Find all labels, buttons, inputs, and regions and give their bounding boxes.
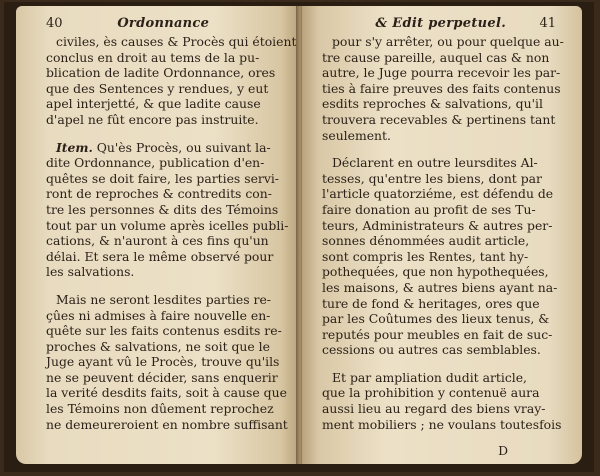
right-text-line: faire donation au profit de ses Tu-: [322, 201, 536, 217]
left-text-line: tout par un volume après icelles publi-: [46, 217, 289, 233]
left-text-line: civiles, ès causes & Procès qui étoient: [56, 34, 297, 49]
left-paragraph: [46, 139, 289, 280]
signature-mark: D: [498, 443, 508, 459]
right-text-line: seulement.: [322, 127, 391, 143]
right-page: [302, 6, 582, 464]
right-running-title: & Edit perpetuel.: [375, 16, 507, 31]
left-paragraph: [46, 34, 297, 128]
right-paragraph: [322, 34, 564, 143]
right-text-line: l'article quatorziéme, est défendu de: [322, 186, 554, 202]
right-text-line: les maisons, & autres biens ayant na-: [322, 279, 558, 295]
left-page: [16, 6, 298, 464]
right-text-line: ture de fond & heritages, ores que: [322, 295, 540, 311]
left-page-number: 40: [46, 16, 63, 31]
left-text-line: tre les personnes & dits des Témoins: [46, 201, 279, 217]
right-text-line: pothequées, que non hypothequées,: [322, 264, 549, 280]
left-page-header: [46, 16, 284, 32]
left-text-line: les salvations.: [46, 264, 135, 280]
right-text-line: esdits reproches & salvations, qu'il: [322, 96, 543, 112]
left-text-line: délai. Et sera le même observé pour: [46, 248, 274, 264]
right-text-line: que la prohibition y contenuë aura: [322, 385, 540, 401]
left-text-line: quêtes se doit faire, les parties servi-: [46, 170, 279, 186]
left-running-title: Ordonnance: [117, 16, 210, 31]
right-text-line: ment mobiliers ; ne voulans toutesfois: [322, 416, 562, 432]
left-page-body: [46, 34, 297, 432]
left-text-line: la verité desdits faits, soit à cause que: [46, 385, 287, 401]
right-text-line: tre cause pareille, auquel cas & non: [322, 49, 550, 65]
right-text-line: trouvera recevables & pertinens tant: [322, 111, 556, 127]
right-text-line: Déclarent en outre leursdites Al-: [332, 155, 538, 171]
left-text-line: çûes ni admises à faire nouvelle en-: [46, 307, 271, 323]
right-text-line: sont compris les Rentes, tant hy-: [322, 248, 529, 264]
right-text-line: par les Coûtumes des lieux tenus, &: [322, 311, 550, 327]
left-text-line: quête sur les faits contenus esdits re-: [46, 323, 282, 339]
right-text-line: aussi lieu au regard des biens vray-: [322, 401, 546, 417]
right-page-body: [322, 34, 564, 432]
left-text-line: apel interjetté, & que ladite cause: [46, 96, 261, 112]
right-text-line: Et par ampliation dudit article,: [332, 369, 527, 385]
left-text-line: Mais ne seront lesdites parties re-: [56, 291, 271, 307]
left-text-line: ront de reproches & contredits con-: [46, 186, 272, 202]
right-page-header: [322, 16, 556, 32]
right-text-line: reputés pour meubles en fait de suc-: [322, 326, 553, 342]
left-text-line: que des Sentences y rendues, y eut: [46, 80, 269, 96]
left-text-line: ne se peuvent décider, sans enquerir: [46, 369, 278, 385]
right-paragraph: [322, 369, 562, 432]
left-paragraph-lead: Item.: [56, 139, 93, 155]
left-text-line: proches & salvations, ne soit que le: [46, 338, 270, 354]
right-text-line: pour s'y arrêter, ou pour quelque au-: [332, 34, 564, 49]
left-text-line: cations, & n'auront à ces fins qu'un: [46, 233, 269, 249]
left-text-line: dite Ordonnance, publication d'en-: [46, 155, 265, 171]
right-page-number: 41: [539, 16, 556, 31]
right-text-line: tesses, qu'entre les biens, dont par: [322, 170, 542, 186]
right-text-line: autre, le Juge pourra recevoir les par-: [322, 65, 561, 81]
right-paragraph: [322, 155, 556, 358]
left-text-line: Juge ayant vû le Procès, trouve qu'ils: [46, 354, 280, 370]
left-text-line: conclus en droit au tems de la pu-: [46, 49, 260, 65]
open-book: [4, 2, 594, 472]
left-text-line: d'apel ne fût encore pas instruite.: [46, 111, 259, 127]
right-text-line: teurs, Administrateurs & autres per-: [322, 217, 553, 233]
left-text-line: ne demeureroient en nombre suffisant: [46, 416, 288, 432]
right-text-line: sonnes dénommées audit article,: [322, 233, 530, 249]
right-text-line: cessions ou autres cas semblables.: [322, 342, 541, 358]
left-text-line: les Témoins non dûement reprochez: [46, 401, 274, 417]
left-text-line: Item. Qu'ès Procès, ou suivant la-: [56, 139, 271, 155]
right-text-line: ties à faire preuves des faits contenus: [322, 80, 561, 96]
left-text-line: blication de ladite Ordonnance, ores: [46, 65, 276, 81]
left-paragraph: [46, 291, 288, 432]
